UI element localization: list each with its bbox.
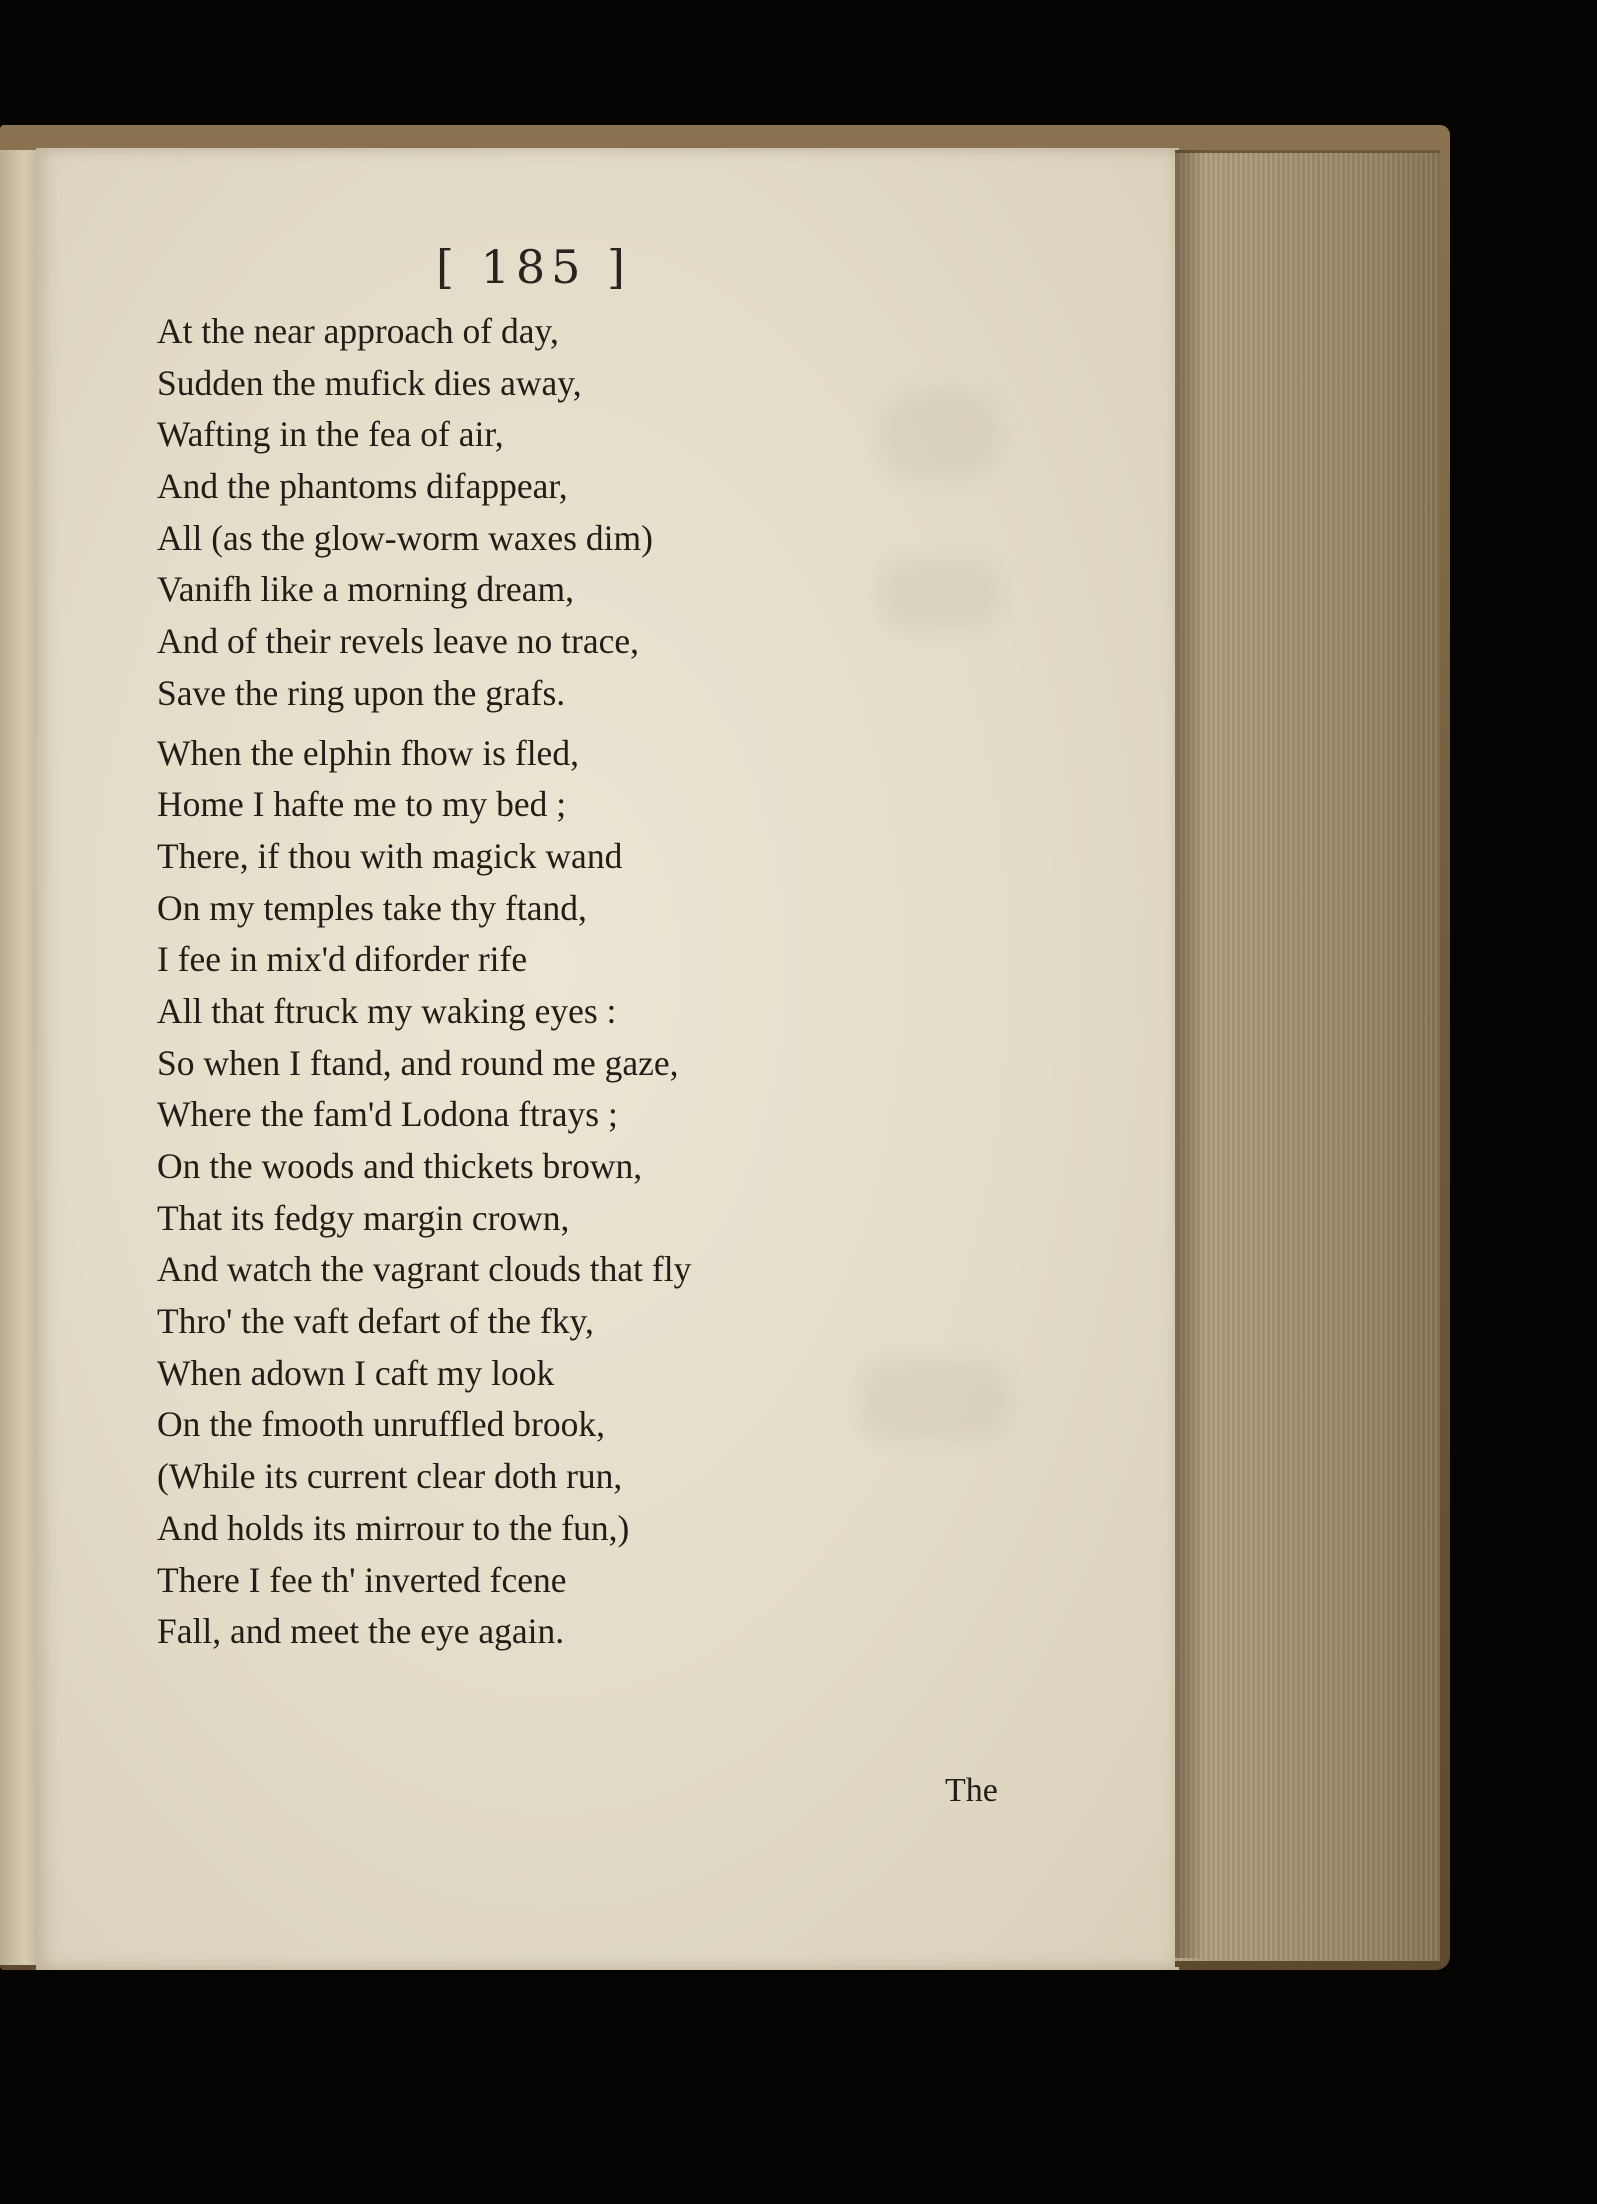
poem-line: (While its current clear doth run,	[157, 1456, 623, 1497]
gutter-shadow	[1175, 150, 1205, 1958]
poem-line: And watch the vagrant clouds that fly	[157, 1249, 692, 1290]
show-through-smudge	[860, 1360, 1010, 1440]
page-number: [ 185 ]	[436, 240, 631, 294]
poem-line: And of their revels leave no trace,	[157, 621, 639, 662]
poem-line: And holds its mirrour to the fun,)	[157, 1507, 630, 1548]
poem-line: Where the fam'd Lodona ftrays ;	[157, 1094, 618, 1135]
poem-line: Wafting in the fea of air,	[157, 414, 504, 455]
poem-line: Save the ring upon the grafs.	[157, 672, 566, 713]
poem-line: I fee in mix'd diforder rife	[157, 939, 528, 980]
poem-line: All that ftruck my waking eyes :	[157, 990, 617, 1031]
facing-page-edge	[0, 150, 38, 1965]
poem-line: At the near approach of day,	[157, 311, 559, 351]
page-edges	[1175, 150, 1440, 1967]
poem-line: Sudden the mufick dies away,	[157, 362, 582, 403]
show-through-smudge	[880, 390, 1000, 480]
poem-line: That its fedgy margin crown,	[157, 1197, 570, 1238]
poem-line: And the phantoms difappear,	[157, 466, 568, 507]
show-through-smudge	[880, 560, 1000, 630]
poem-line: Fall, and meet the eye again.	[157, 1611, 565, 1652]
poem-line: On the fmooth unruffled brook,	[157, 1404, 605, 1445]
poem-text	[157, 306, 691, 1658]
catchword: The	[945, 1772, 998, 1809]
poem-line: So when I ftand, and round me gaze,	[157, 1042, 679, 1083]
poem-line: On the woods and thickets brown,	[157, 1146, 643, 1186]
poem-line: Vanifh like a morning dream,	[157, 569, 575, 610]
poem-line: There, if thou with magick wand	[157, 835, 623, 876]
poem-line: Thro' the vaft defart of the fky,	[157, 1301, 594, 1342]
poem-line: All (as the glow-worm waxes dim)	[157, 517, 653, 558]
poem-line: There I fee th' inverted fcene	[157, 1559, 567, 1600]
poem-line: On my temples take thy ftand,	[157, 887, 587, 928]
poem-line: When the elphin fhow is fled,	[157, 732, 579, 773]
poem-line: Home I hafte me to my bed ;	[157, 784, 567, 825]
poem-line: When adown I caft my look	[157, 1352, 555, 1393]
